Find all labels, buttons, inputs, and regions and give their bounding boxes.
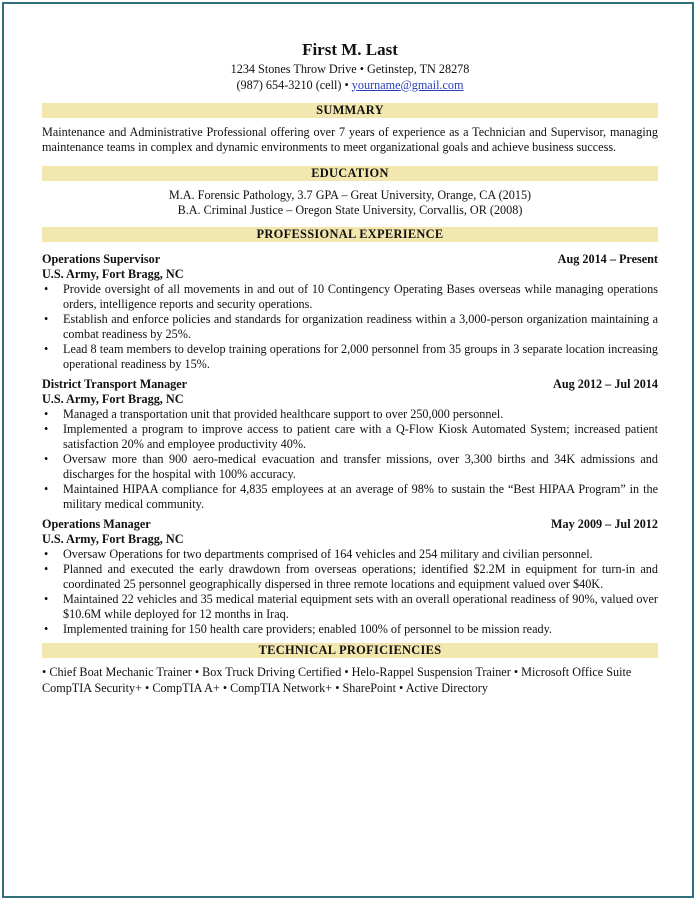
phone-text: (987) 654-3210 (cell) • — [236, 77, 352, 92]
job-title: District Transport Manager — [42, 377, 188, 391]
job-dates: Aug 2014 – Present — [557, 252, 658, 266]
job-3 — [42, 517, 658, 637]
summary-text: Maintenance and Administrative Professional offering over 7 years of experience as a Technician and Supervisor, managing maintenance teams in complex and dynamic environments to meet organizational goals and achieve business success. — [42, 125, 658, 154]
job-org: U.S. Army, Fort Bragg, NC — [42, 532, 184, 546]
skills-line-1: • Chief Boat Mechanic Trainer • Box Truck Driving Certified • Helo-Rappel Suspension Trainer • Microsoft Office Suite — [42, 665, 632, 679]
skills-line-2: CompTIA Security+ • CompTIA A+ • CompTIA Network+ • SharePoint • Active Directory — [42, 680, 488, 695]
list-item: • Maintained HIPAA compliance for 4,835 employees at an average of 98% to sustain the “Best HIPAA Program” in the military medical community. — [44, 482, 658, 511]
list-item: • Oversaw Operations for two departments comprised of 164 vehicles and 254 military and civilian personnel. — [44, 547, 593, 561]
education-heading: EDUCATION — [42, 166, 658, 181]
list-item: • Maintained 22 vehicles and 35 medical material equipment sets with an overall operational readiness of 90%, valued over $10.6M while deployed for 12 months in Iraq. — [44, 592, 658, 621]
job-title: Operations Supervisor — [42, 252, 161, 266]
resume-page — [42, 40, 658, 696]
job-dates: May 2009 – Jul 2012 — [551, 517, 658, 531]
candidate-name: First M. Last — [302, 40, 398, 59]
email-link[interactable]: yourname@gmail.com — [351, 77, 464, 92]
list-item: • Oversaw more than 900 aero-medical evacuation and transfer missions, over 3,300 births and 34K admissions and discharges for the hospital with 100% accuracy. — [44, 452, 658, 481]
job-org: U.S. Army, Fort Bragg, NC — [42, 267, 184, 281]
degree-2: B.A. Criminal Justice – Oregon State University, Corvallis, OR (2008) — [177, 203, 523, 217]
summary-heading: SUMMARY — [42, 103, 658, 118]
job-1 — [42, 252, 658, 372]
job-org: U.S. Army, Fort Bragg, NC — [42, 392, 184, 406]
phone-email-line — [42, 78, 658, 94]
degree-1: M.A. Forensic Pathology, 3.7 GPA – Great University, Orange, CA (2015) — [168, 188, 532, 202]
skills-heading: TECHNICAL PROFICIENCIES — [42, 643, 658, 658]
job-dates: Aug 2012 – Jul 2014 — [553, 377, 658, 391]
list-item: • Implemented a program to improve access to patient care with a Q-Flow Kiosk Automated System; increased patient satisfaction 20% and employee productivity 40%. — [44, 422, 658, 451]
experience-heading: PROFESSIONAL EXPERIENCE — [42, 227, 658, 242]
job-title: Operations Manager — [42, 517, 151, 531]
list-item: • Lead 8 team members to develop training operations for 2,000 personnel from 35 groups in 3 separate location increasing operational readiness by 15%. — [44, 342, 658, 371]
list-item: • Provide oversight of all movements in and out of 10 Contingency Operating Bases overseas while managing operations orders, intelligence reports and security operations. — [44, 282, 658, 311]
list-item: • Planned and executed the early drawdown from overseas operations; identified $2.2M in equipment for turn-in and coordinated 25 personnel geographically dispersed in three remote locations and equipment valued over $40K. — [44, 562, 658, 591]
address-line: 1234 Stones Throw Drive • Getinstep, TN 28278 — [230, 62, 470, 76]
job-2 — [42, 377, 658, 512]
list-item: • Implemented training for 150 health care providers; enabled 100% of personnel to be mission ready. — [44, 622, 552, 636]
list-item: • Establish and enforce policies and standards for organization readiness within a 3,000-person organization maintaining a combat readiness by 25%. — [44, 312, 658, 341]
list-item: • Managed a transportation unit that provided healthcare support to over 250,000 personnel. — [44, 407, 504, 421]
